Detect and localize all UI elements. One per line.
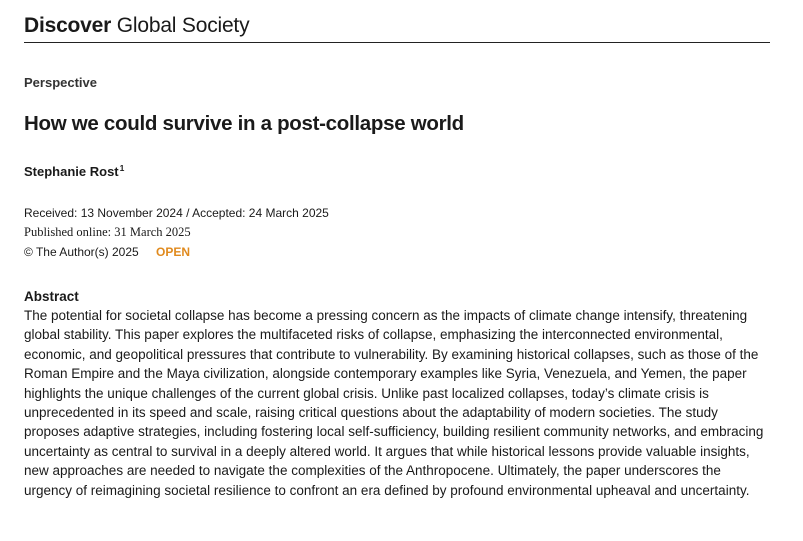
journal-name-bold: Discover — [24, 14, 112, 37]
copyright-notice: © The Author(s) 2025 — [24, 245, 139, 259]
abstract-text: The potential for societal collapse has become a pressing concern as the impacts of climate change intensify, threatening global stability. This paper explores the multifaceted risks of collapse, emphasizing the interconnected environmental, economic, and geopolitical pressures that contribute to vulnerability. By examining historical collapses, such as those of the Roman Empire and the Maya civilization, alongside contemporary examples like Syria, Venezuela, and Yemen, the paper highlights the unique challenges of the current global crisis. Unlike past localized collapses, today’s climate crisis is unprecedented in its speed and scale, raising critical questions about the adaptability of modern societies. The study proposes adaptive strategies, including fostering local self-sufficiency, building resilient community networks, and embracing uncertainty as central to survival in a deeply altered world. It argues that while historical lessons provide valuable insights, new approaches are needed to navigate the complexities of the Anthropocene. Ultimately, the paper underscores the urgency of reimagining societal resilience to confront an era defined by profound environmental upheaval and uncertainty. — [24, 308, 764, 498]
abstract-heading: Abstract — [24, 289, 79, 304]
article-title: How we could survive in a post-collapse world — [24, 112, 464, 135]
author-affiliation-marker[interactable]: 1 — [119, 163, 125, 173]
journal-name-rest: Global Society — [116, 14, 250, 37]
published-date: Published online: 31 March 2025 — [24, 225, 191, 239]
author-name[interactable]: Stephanie Rost — [24, 164, 119, 179]
received-accepted-dates: Received: 13 November 2024 / Accepted: 24 March 2025 — [24, 206, 329, 220]
header-divider — [24, 42, 770, 43]
journal-header — [24, 13, 249, 39]
article-type: Perspective — [24, 75, 97, 90]
author[interactable] — [24, 163, 124, 179]
open-access-badge[interactable]: OPEN — [156, 245, 191, 259]
